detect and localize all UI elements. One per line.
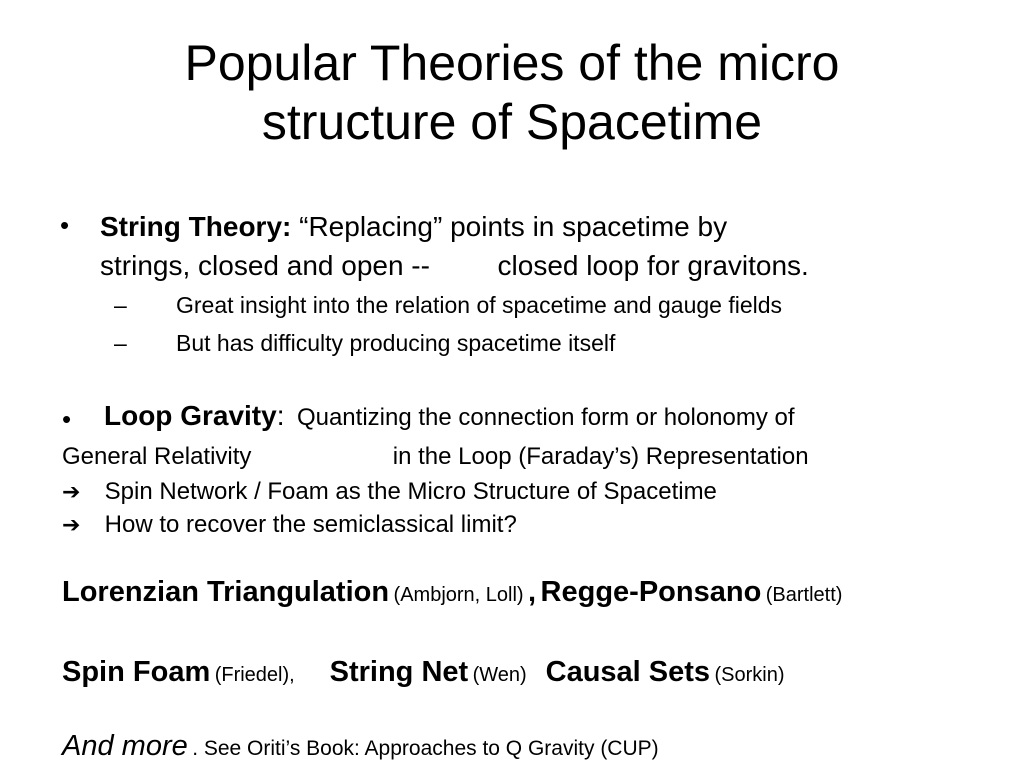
- approaches-line-1: [62, 576, 842, 609]
- and-more-text: . See Oriti’s Book: Approaches to Q Gravity (CUP): [192, 737, 659, 760]
- sub-dash-2: –: [114, 330, 127, 356]
- arrow-right-icon: ➔: [62, 512, 81, 537]
- lorenzian-label: Lorenzian Triangulation: [62, 576, 390, 608]
- slide-title: [0, 34, 1024, 152]
- loop-gravity-colon: :: [276, 400, 285, 431]
- arrow-text-1: Spin Network / Foam as the Micro Structure of Spacetime: [104, 478, 717, 505]
- spinfoam-ref: (Friedel),: [214, 664, 295, 686]
- loop-gravity-line-2: [62, 442, 809, 472]
- sub-text-2: But has difficulty producing spacetime itself: [176, 330, 616, 356]
- approaches-line-2: [62, 656, 785, 689]
- stringnet-label: String Net: [329, 656, 469, 688]
- string-theory-text-1: “Replacing” points in spacetime by: [299, 211, 728, 242]
- arrow-line-1: [62, 477, 717, 507]
- causal-label: Causal Sets: [545, 656, 711, 688]
- arrow-text-2: How to recover the semiclassical limit?: [104, 511, 517, 538]
- title-line-2: structure of Spacetime: [261, 94, 763, 150]
- loop-gravity-label: Loop Gravity: [104, 400, 277, 431]
- loop-gravity-text-2b: in the Loop (Faraday’s) Representation: [392, 443, 809, 470]
- bullet-loop-gravity: •: [62, 404, 72, 434]
- comma-separator: ,: [528, 576, 537, 608]
- stringnet-ref: (Wen): [472, 664, 527, 686]
- loop-gravity-text-1: Quantizing the connection form or holonomy of: [296, 404, 795, 431]
- bullet-string-theory: •: [60, 210, 70, 240]
- title-line-1: Popular Theories of the micro: [184, 35, 840, 91]
- string-theory-text-2a: strings, closed and open --: [100, 250, 430, 281]
- loop-gravity-line-1: [104, 400, 795, 433]
- arrow-line-2: [62, 510, 517, 540]
- string-theory-text-2b: closed loop for gravitons.: [497, 250, 809, 281]
- and-more-line: [62, 730, 659, 763]
- string-theory-sub-2: [114, 329, 615, 357]
- string-theory-line-2: [100, 249, 809, 283]
- and-more-label: And more: [62, 730, 188, 762]
- string-theory-line-1: [100, 210, 727, 244]
- string-theory-sub-1: [114, 291, 782, 319]
- regge-ref: (Bartlett): [765, 584, 843, 606]
- arrow-right-icon: ➔: [62, 479, 81, 504]
- string-theory-label: String Theory:: [100, 211, 292, 242]
- spinfoam-label: Spin Foam: [62, 656, 211, 688]
- regge-label: Regge-Ponsano: [540, 576, 762, 608]
- loop-gravity-text-2a: General Relativity: [62, 443, 252, 470]
- sub-text-1: Great insight into the relation of spacetime and gauge fields: [176, 292, 783, 318]
- causal-ref: (Sorkin): [714, 664, 785, 686]
- lorenzian-ref: (Ambjorn, Loll): [393, 584, 524, 606]
- sub-dash-1: –: [114, 292, 127, 318]
